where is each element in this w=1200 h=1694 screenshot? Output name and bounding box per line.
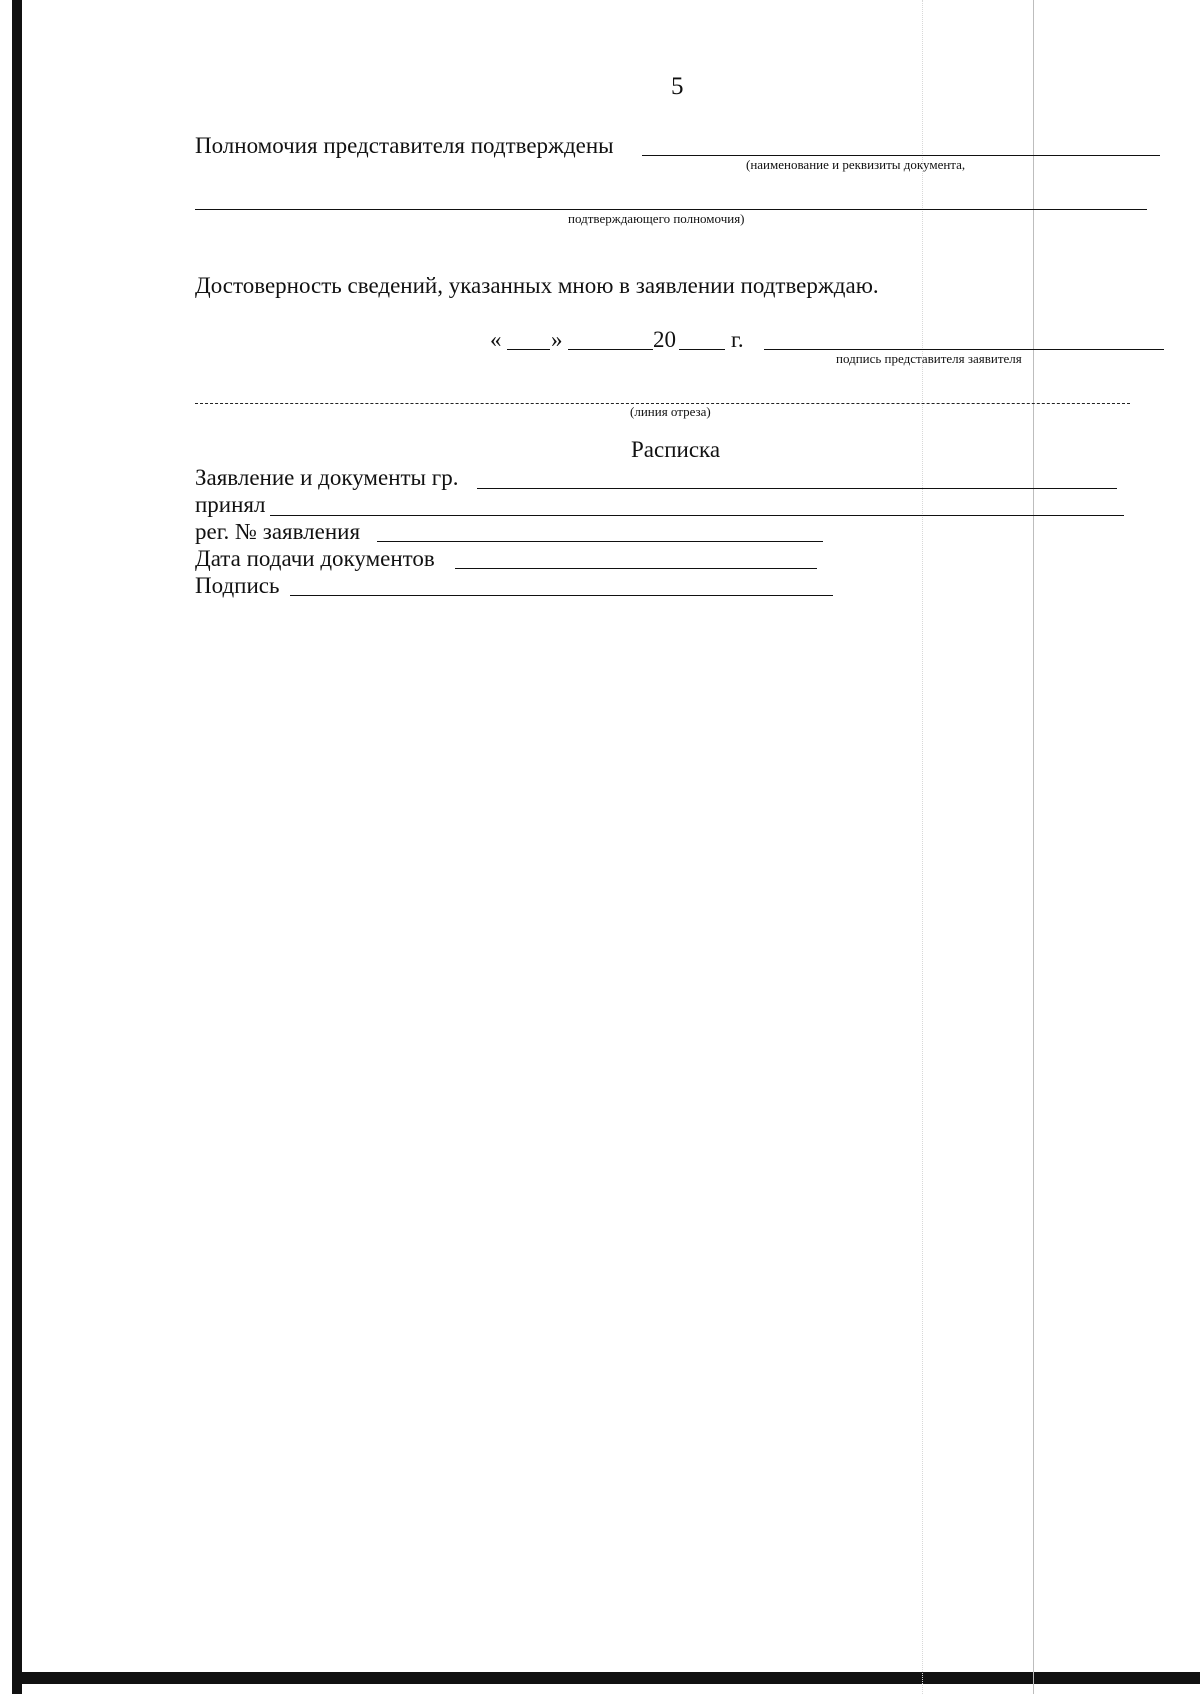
representative-signature-caption: подпись представителя заявителя [836,351,1022,366]
receipt-date-label: Дата подачи документов [195,546,435,571]
certification-text: Достоверность сведений, указанных мною в заявлении подтверждаю. [195,273,879,298]
authority-document-field-2[interactable] [195,209,1147,210]
receipt-signature-label: Подпись [195,573,280,598]
receipt-documents-label: Заявление и документы гр. [195,465,459,490]
receipt-citizen-name-field[interactable] [477,488,1117,489]
receipt-reg-no-label: рег. № заявления [195,519,361,544]
date-month-field[interactable] [568,349,653,350]
receipt-title: Расписка [631,437,721,462]
date-open-quote: « [490,327,502,352]
date-century: 20 [653,327,676,352]
receipt-signature-field[interactable] [290,595,833,596]
scan-edge-bottom [12,1672,1200,1684]
authority-label: Полномочия представителя подтверждены [195,133,614,158]
receipt-accepted-by-field[interactable] [270,515,1124,516]
representative-signature-field[interactable] [764,349,1164,350]
scan-edge-left [12,0,22,1694]
date-year-suffix: г. [731,327,744,352]
scan-faint-line [922,0,923,1694]
cut-line-caption: (линия отреза) [630,404,711,419]
date-close-quote: » [551,327,563,352]
receipt-date-field[interactable] [455,568,817,569]
page-number: 5 [671,73,684,100]
authority-document-field[interactable] [642,155,1160,156]
scan-fold-line [1033,0,1034,1694]
receipt-reg-no-field[interactable] [377,541,823,542]
authority-caption-1: (наименование и реквизиты документа, [746,157,966,172]
date-day-field[interactable] [507,349,550,350]
receipt-accepted-label: принял [195,492,266,517]
authority-caption-2: подтверждающего полномочия) [568,211,745,226]
date-year-field[interactable] [679,349,725,350]
